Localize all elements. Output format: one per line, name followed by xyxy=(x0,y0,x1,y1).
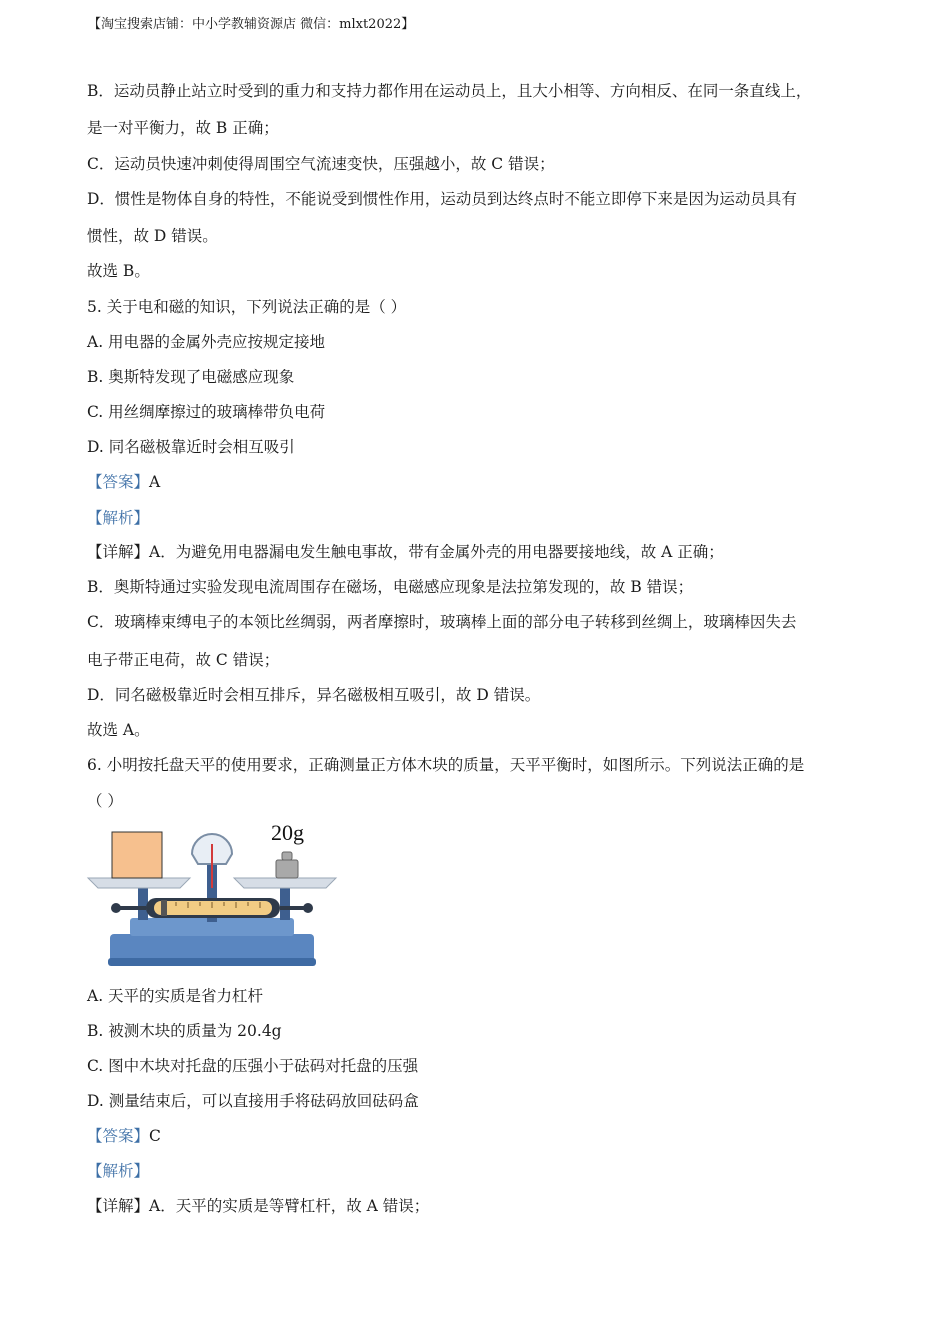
wooden-block xyxy=(112,832,162,878)
balance-scale-figure xyxy=(86,818,338,970)
q6-option-c: C. 图中木块对托盘的压强小于砝码对托盘的压强 xyxy=(87,1057,419,1075)
q5-analysis-tag xyxy=(87,508,149,528)
q6-detail-a xyxy=(87,1196,429,1216)
right-pan xyxy=(234,878,336,888)
right-support xyxy=(280,884,290,920)
scale-base-foot xyxy=(108,958,316,966)
q5-option-d: D. 同名磁极靠近时会相互吸引 xyxy=(87,438,295,456)
q5-detail-b: B．奥斯特通过实验发现电流周围存在磁场，电磁感应现象是法拉第发现的，故 B 错误； xyxy=(87,578,694,596)
q5-answer xyxy=(87,472,160,492)
q5-detail-a xyxy=(87,542,724,562)
q4-conclusion: 故选 B。 xyxy=(87,262,150,280)
detail-text: A．为避免用电器漏电发生触电事故，带有金属外壳的用电器要接地线，故 A 正确； xyxy=(149,543,724,561)
answer-value: C xyxy=(149,1127,161,1145)
q5-conclusion: 故选 A。 xyxy=(87,721,150,739)
q6-option-d: D. 测量结束后，可以直接用手将砝码放回砝码盒 xyxy=(87,1092,419,1110)
left-pan xyxy=(88,878,190,888)
weight-body xyxy=(276,860,298,878)
q6-option-b: B. 被测木块的质量为 20.4g xyxy=(87,1022,282,1040)
q4-explain-b-line2: 是一对平衡力，故 B 正确； xyxy=(87,119,279,137)
q6-option-a: A. 天平的实质是省力杠杆 xyxy=(87,987,264,1005)
q6-stem-line1: 6. 小明按托盘天平的使用要求，正确测量正方体木块的质量，天平平衡时，如图所示。下列说法正确的是 xyxy=(87,756,805,774)
q6-analysis-tag xyxy=(87,1161,149,1181)
weight-label: 20g xyxy=(271,820,304,845)
q5-option-c: C. 用丝绸摩擦过的玻璃棒带负电荷 xyxy=(87,403,326,421)
answer-tag: 【答案】 xyxy=(87,1127,150,1145)
q5-option-b: B. 奥斯特发现了电磁感应现象 xyxy=(87,368,295,386)
q5-detail-c-line1: C．玻璃棒束缚电子的本领比丝绸弱，两者摩擦时，玻璃棒上面的部分电子转移到丝绸上，玻璃棒因失去 xyxy=(87,613,797,631)
detail-tag: 【详解】 xyxy=(87,543,150,561)
answer-value: A xyxy=(149,473,161,491)
q4-explain-b-line1: B．运动员静止站立时受到的重力和支持力都作用在运动员上，且大小相等、方向相反、在同一条直线上， xyxy=(87,82,812,100)
answer-tag: 【答案】 xyxy=(87,473,150,491)
q4-explain-d-line1: D．惯性是物体自身的特性，不能说受到惯性作用，运动员到达终点时不能立即停下来是因为运动员具有 xyxy=(87,190,797,208)
beam-ruler xyxy=(154,901,272,915)
page-header: 【淘宝搜索店铺：中小学教辅资源店 微信：mlxt2022】 xyxy=(88,17,415,32)
detail-tag: 【详解】 xyxy=(87,1197,150,1215)
q4-explain-d-line2: 惯性，故 D 错误。 xyxy=(87,227,218,245)
q5-option-a: A. 用电器的金属外壳应按规定接地 xyxy=(87,333,326,351)
analysis-tag: 【解析】 xyxy=(87,1162,150,1180)
rider xyxy=(161,900,167,916)
weight-knob xyxy=(282,852,292,860)
q6-answer xyxy=(87,1126,161,1146)
q5-stem: 5. 关于电和磁的知识，下列说法正确的是（ ） xyxy=(87,298,407,316)
q5-detail-c-line2: 电子带正电荷，故 C 错误； xyxy=(87,651,280,669)
q6-stem-line2: （ ） xyxy=(87,792,123,810)
analysis-tag: 【解析】 xyxy=(87,509,150,527)
detail-text: A．天平的实质是等臂杠杆，故 A 错误； xyxy=(149,1197,430,1215)
q4-explain-c: C．运动员快速冲刺使得周围空气流速变快，压强越小，故 C 错误； xyxy=(87,155,555,173)
q5-detail-d: D．同名磁极靠近时会相互排斥，异名磁极相互吸引，故 D 错误。 xyxy=(87,686,541,704)
left-support xyxy=(138,884,148,920)
